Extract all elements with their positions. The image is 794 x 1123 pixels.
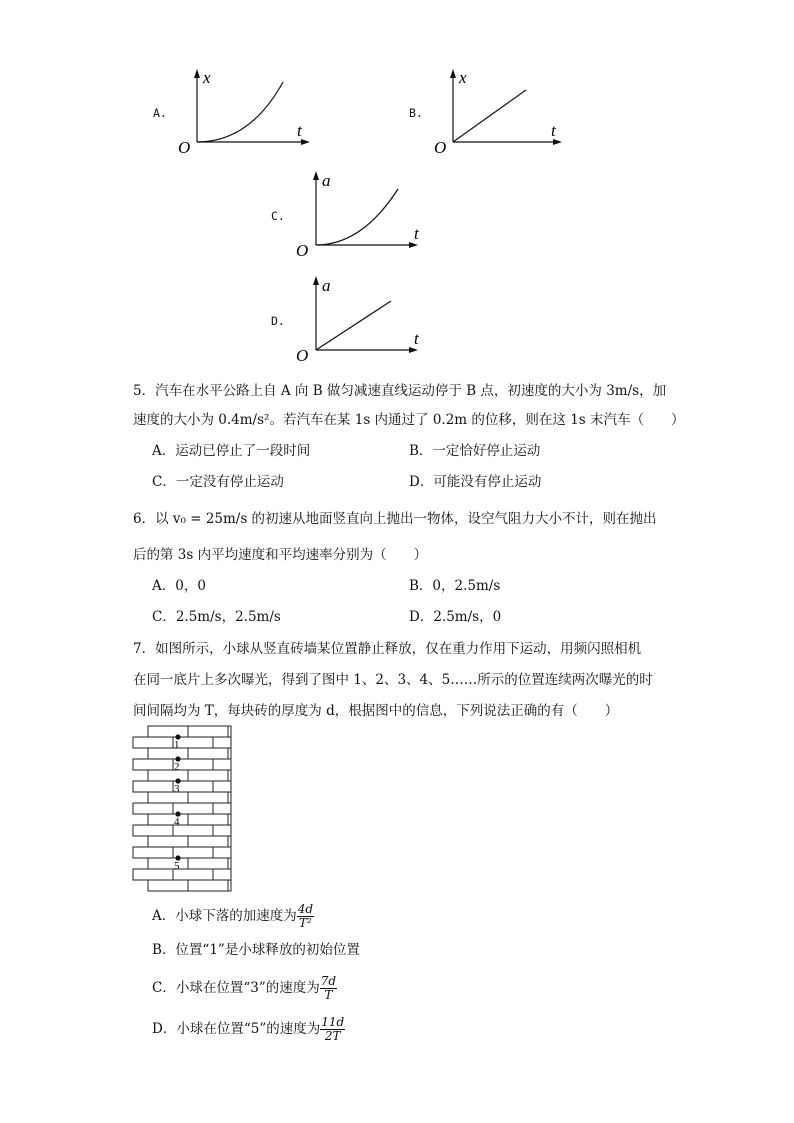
q7-option-d — [152, 1016, 345, 1043]
graph-b-curve — [453, 90, 526, 142]
position-label-3: 3 — [174, 783, 180, 795]
q7-line1: 7．如图所示，小球从竖直砖墙某位置静止释放，仅在重力作用下运动，用频闪照相机 — [133, 641, 642, 657]
position-label-5: 5 — [174, 860, 180, 872]
brick-row — [133, 803, 231, 814]
graph-b-x-axis: t — [551, 121, 556, 140]
graph-a-plot — [170, 66, 320, 158]
graph-a-y-axis: x — [203, 68, 211, 87]
q5-option-c: C．一定没有停止运动 — [152, 474, 284, 490]
graph-d-label: D. — [271, 314, 285, 328]
graph-b-label: B. — [409, 106, 423, 120]
graph-d-curve — [316, 301, 391, 350]
q5-line2: 速度的大小为 0.4m/s²。若汽车在某 1s 内通过了 0.2m 的位移，则在这 1s 末汽车（ ） — [133, 412, 685, 428]
graph-c-x-axis: t — [414, 224, 419, 243]
q5-option-a: A．运动已停止了一段时间 — [152, 443, 311, 459]
position-label-2: 2 — [174, 761, 180, 773]
graph-a-origin: O — [178, 138, 191, 157]
brick-row — [133, 869, 231, 880]
brick-row — [133, 781, 231, 792]
brick-row — [148, 792, 231, 803]
brick-row — [148, 748, 231, 759]
brick-row — [148, 858, 231, 869]
brick-row — [148, 814, 231, 825]
graph-b-y-axis: x — [459, 68, 467, 87]
q7-option-b: B．位置“1”是小球释放的初始位置 — [152, 942, 360, 958]
graph-b-plot — [426, 66, 576, 158]
q7-option-a-text: A．小球下落的加速度为 — [152, 908, 297, 924]
q5-option-b: B．一定恰好停止运动 — [409, 443, 541, 459]
position-label-1: 1 — [174, 739, 180, 751]
q7-line3: 间间隔均为 T，每块砖的厚度为 d，根据图中的信息，下列说法正确的有（ ） — [133, 703, 619, 719]
graph-a-label: A. — [153, 106, 167, 120]
graph-d-plot — [290, 273, 430, 365]
q5-option-d: D．可能没有停止运动 — [409, 474, 542, 490]
graph-d-y-axis: a — [322, 276, 331, 295]
q7-option-c-fraction: $\frac{7d}{T}$ — [320, 974, 337, 1002]
brick-row — [133, 759, 231, 770]
brick-row — [133, 825, 231, 836]
q7-option-d-fraction: $\frac{11d}{2T}$ — [321, 1015, 345, 1043]
graph-d-x-axis: t — [414, 329, 419, 348]
graph-a-x-axis: t — [297, 121, 302, 140]
graph-c-origin: O — [296, 241, 309, 260]
graph-c-plot — [290, 168, 430, 260]
brick-row — [133, 737, 231, 748]
q7-option-c-text: C．小球在位置“3”的速度为 — [152, 980, 320, 996]
brick-wall-figure — [128, 724, 236, 894]
q7-option-d-text: D．小球在位置“5”的速度为 — [152, 1021, 321, 1037]
q7-option-a — [152, 903, 314, 930]
q6-line2: 后的第 3s 内平均速度和平均速率分别为（ ） — [133, 547, 428, 563]
brick-row — [148, 880, 231, 891]
q6-line1: 6．以 v₀ = 25m/s 的初速从地面竖直向上抛出一物体，设空气阻力大小不计，则在抛出 — [133, 511, 657, 527]
brick-row — [148, 726, 231, 737]
q6-option-c: C．2.5m/s，2.5m/s — [152, 609, 281, 625]
graph-d-origin: O — [296, 346, 309, 365]
q6-option-b: B．0，2.5m/s — [409, 578, 501, 594]
q6-option-d: D．2.5m/s，0 — [409, 609, 502, 625]
q7-line2: 在同一底片上多次曝光，得到了图中 1、2、3、4、5……所示的位置连续两次曝光的时 — [133, 672, 653, 688]
brick-row — [148, 770, 231, 781]
graph-a-curve — [197, 82, 283, 142]
q5-line1: 5．汽车在水平公路上自 A 向 B 做匀减速直线运动停于 B 点，初速度的大小为 3m/s，加 — [133, 383, 667, 399]
q6-option-a: A．0，0 — [152, 578, 206, 594]
brick-row — [133, 847, 231, 858]
q7-option-a-fraction: $\frac{4d}{\text{T²}}$ — [297, 902, 314, 930]
graph-c-label: C. — [271, 209, 285, 223]
position-label-4: 4 — [174, 816, 180, 828]
q7-option-c — [152, 975, 337, 1002]
graph-b-origin: O — [434, 138, 447, 157]
graph-c-y-axis: a — [322, 171, 331, 190]
brick-row — [148, 836, 231, 847]
graph-c-curve — [316, 189, 398, 245]
